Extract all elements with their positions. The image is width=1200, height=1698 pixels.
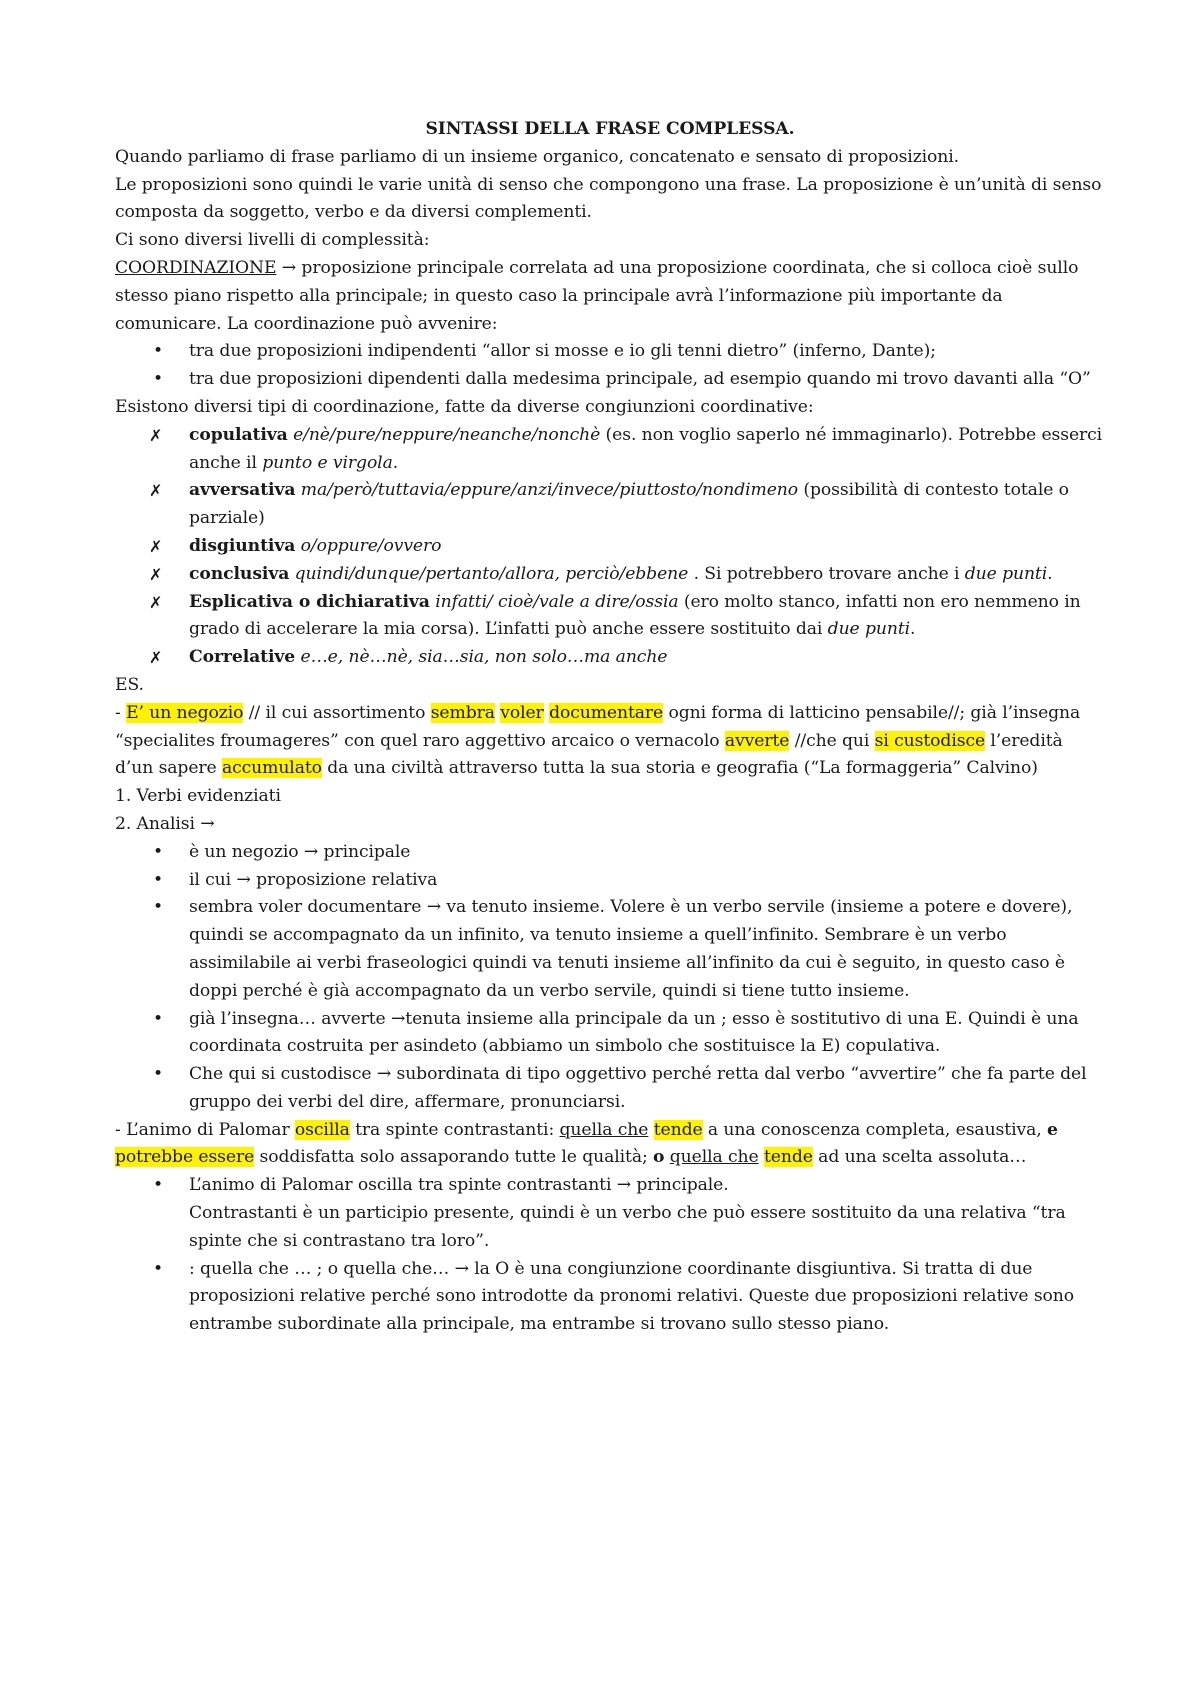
list-item: • tra due proposizioni indipendenti “allor si mosse e io gli tenni dietro” (inferno, Dante);: [115, 338, 1105, 366]
example-2-paragraph: - L’animo di Palomar oscilla tra spinte contrastanti: quella che tende a una conoscenza completa, esaustiva, e potrebbe essere soddisfatta solo assaporando tutte le qualità; o quella che tende ad una scelta assoluta…: [115, 1119, 1058, 1168]
cross-mark-icon: ✗: [149, 536, 163, 556]
type-item-avversativa: ✗ avversativa ma/però/tuttavia/eppure/anzi/invece/piuttosto/nondimeno (possibilità di contesto totale o parziale): [115, 477, 1105, 533]
coordination-text: → proposizione principale correlata ad una proposizione coordinata, che si colloca cioè sullo stesso piano rispetto alla principale; in questo caso la principale avrà l’informazione più importante da comunicare. La coordinazione può avvenire:: [115, 257, 1079, 334]
types-intro: Esistono diversi tipi di coordinazione, fatte da diverse congiunzioni coordinative:: [115, 396, 814, 417]
bullet-icon: •: [153, 1064, 164, 1085]
cross-mark-icon: ✗: [149, 564, 163, 584]
page-title: SINTASSI DELLA FRASE COMPLESSA.: [425, 119, 795, 139]
type-item-disgiuntiva: ✗ disgiuntiva o/oppure/ovvero: [115, 533, 1105, 561]
highlight: E’ un negozio: [126, 702, 244, 723]
intro-paragraph-2: Le proposizioni sono quindi le varie unità di senso che compongono una frase. La proposizione è un’unità di senso composta da soggetto, verbo e da diversi complementi.: [115, 174, 1102, 223]
example-1-paragraph: - E’ un negozio // il cui assortimento sembra voler documentare ogni forma di latticino pensabile//; già l’insegna “specialites froumageres” con quel raro aggettivo arcaico o vernacolo avverte //che qui si custodisce l’eredità d’un sapere accumulato da una civiltà attraverso tutta la sua storia e geografia (“La formaggeria” Calvino): [115, 702, 1081, 779]
list-item: • Che qui si custodisce → subordinata di tipo oggettivo perché retta dal verbo “avvertire” che fa parte del gruppo dei verbi del dire, affermare, pronunciarsi.: [115, 1061, 1105, 1117]
list-item: • già l’insegna… avverte →tenuta insieme alla principale da un ; esso è sostitutivo di una E. Quindi è una coordinata costruita per asindeto (abbiamo un simbolo che sostituisce la E) copulativa.: [115, 1006, 1105, 1062]
document-page: [115, 116, 1105, 1339]
highlight: potrebbe essere: [115, 1147, 255, 1168]
bullet-icon: •: [153, 869, 164, 890]
coordination-types-list: [115, 422, 1105, 672]
type-item-correlative: ✗ Correlative e…e, nè…nè, sia…sia, non solo…ma anche: [115, 644, 1105, 672]
example-label: ES.: [115, 674, 144, 695]
bullet-icon: •: [153, 1175, 164, 1196]
bullet-icon: •: [153, 841, 164, 862]
analysis-list: [115, 839, 1105, 1117]
highlight: avverte: [724, 730, 790, 751]
coordination-paragraph: [115, 255, 1105, 338]
list-item: • tra due proposizioni dipendenti dalla medesima principale, ad esempio quando mi trovo davanti alla “O”: [115, 366, 1105, 394]
bullet-icon: •: [153, 341, 164, 362]
highlight: accumulato: [221, 758, 322, 779]
highlight: si custodisce: [874, 730, 986, 751]
bullet-icon: •: [153, 1258, 164, 1279]
bullet-icon: •: [153, 897, 164, 918]
list-item: • sembra voler documentare → va tenuto insieme. Volere è un verbo servile (insieme a potere e dovere), quindi se accompagnato da un infinito, va tenuto insieme a quell’infinito. Sembrare è un verbo assimilabile ai verbi fraseologici quindi va tenuti insieme all’infinito da cui è seguito, in questo caso è doppi perché è già accompagnato da un verbo servile, quindi si tiene tutto insieme.: [115, 894, 1105, 1005]
highlight: voler: [500, 702, 544, 723]
type-item-copulativa: ✗ copulativa e/nè/pure/neppure/neanche/nonchè (es. non voglio saperlo né immaginarlo). Potrebbe esserci anche il punto e virgola.: [115, 422, 1105, 478]
coordination-term: COORDINAZIONE: [115, 257, 277, 278]
highlight: oscilla: [294, 1119, 350, 1140]
analysis-2-list: [115, 1172, 1105, 1339]
intro-paragraph-3: Ci sono diversi livelli di complessità:: [115, 230, 430, 251]
list-item: • è un negozio → principale: [115, 839, 1105, 867]
type-item-esplicativa: ✗ Esplicativa o dichiarativa infatti/ cioè/vale a dire/ossia (ero molto stanco, infatti non ero nemmeno in grado di accelerare la mia corsa). L’infatti può anche essere sostituito dai due punti.: [115, 589, 1105, 645]
highlight: documentare: [549, 702, 664, 723]
bullet-icon: •: [153, 369, 164, 390]
step-1: 1. Verbi evidenziati: [115, 786, 281, 807]
list-item: • L’animo di Palomar oscilla tra spinte contrastanti → principale. Contrastanti è un participio presente, quindi è un verbo che può essere sostituito da una relativa “tra spinte che si contrastano tra loro”.: [115, 1172, 1105, 1255]
list-item: • : quella che … ; o quella che… → la O è una congiunzione coordinante disgiuntiva. Si tratta di due proposizioni relative perché sono introdotte da pronomi relativi. Queste due proposizioni relative sono entrambe subordinate alla principale, ma entrambe si trovano sullo stesso piano.: [115, 1256, 1105, 1339]
cross-mark-icon: ✗: [149, 481, 163, 501]
cross-mark-icon: ✗: [149, 425, 163, 445]
highlight: tende: [763, 1147, 813, 1168]
step-2: 2. Analisi →: [115, 813, 215, 834]
intro-paragraph-1: Quando parliamo di frase parliamo di un insieme organico, concatenato e sensato di proposizioni.: [115, 146, 960, 167]
cross-mark-icon: ✗: [149, 648, 163, 668]
list-item: • il cui → proposizione relativa: [115, 867, 1105, 895]
bullet-icon: •: [153, 1008, 164, 1029]
cross-mark-icon: ✗: [149, 592, 163, 612]
highlight: sembra: [430, 702, 495, 723]
highlight: tende: [653, 1119, 703, 1140]
type-item-conclusiva: ✗ conclusiva quindi/dunque/pertanto/allora, perciò/ebbene . Si potrebbero trovare anche i due punti.: [115, 561, 1105, 589]
coordination-list: [115, 338, 1105, 394]
